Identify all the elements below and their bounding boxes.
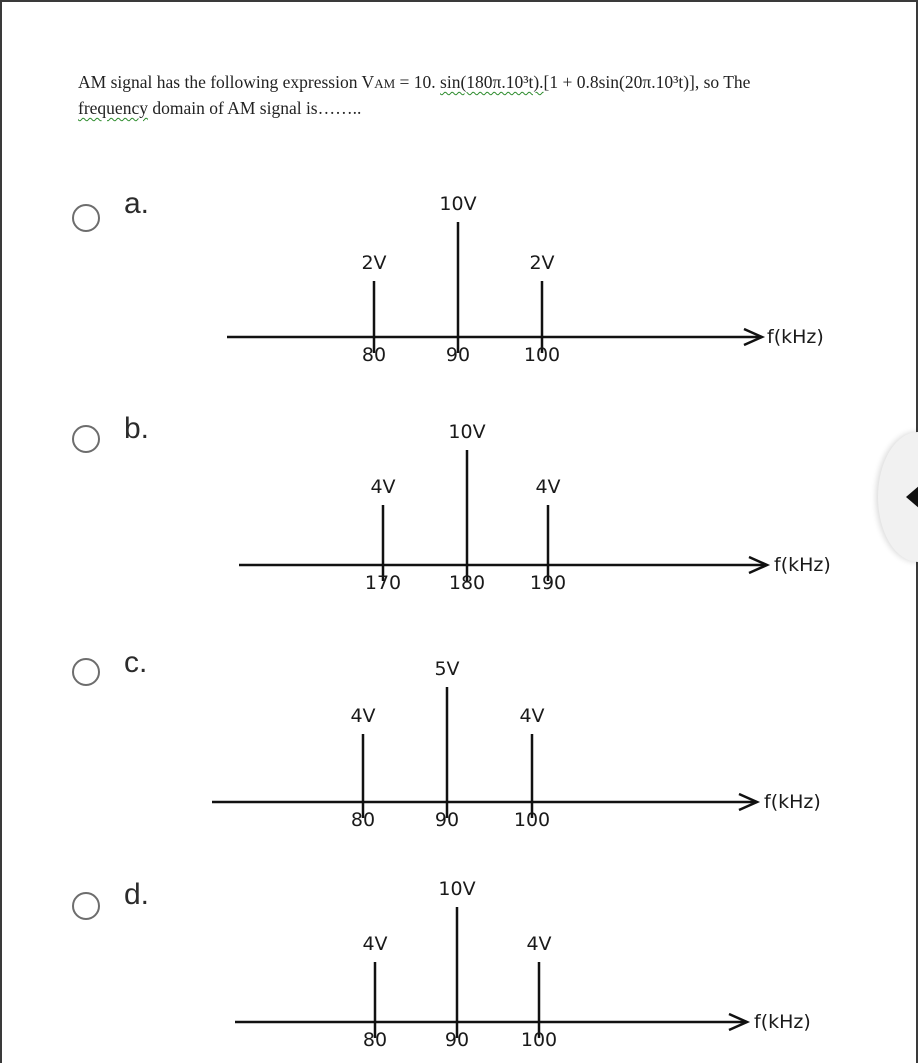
amplitude-label: 4V <box>350 705 376 727</box>
frequency-tick-label: 100 <box>520 1029 558 1051</box>
axis-label: f(kHz) <box>754 1011 811 1033</box>
frequency-tick-label: 100 <box>523 344 561 366</box>
amplitude-label: 4V <box>526 933 552 955</box>
option-a[interactable] <box>2 182 918 402</box>
option-a-spectrum <box>2 182 918 402</box>
option-a-letter: a. <box>124 187 150 220</box>
question-prefix: AM signal has the following expression V <box>78 72 375 92</box>
axis-label: f(kHz) <box>767 326 824 348</box>
question-subscript: AM <box>374 76 396 91</box>
axis-label: f(kHz) <box>774 554 831 576</box>
question-text <box>78 70 878 120</box>
option-c-spectrum <box>2 644 918 864</box>
amplitude-label: 10V <box>439 193 477 215</box>
question-expr-rest: [1 + 0.8sin(20π.10³t)], so The <box>543 72 751 92</box>
amplitude-label: 4V <box>362 933 388 955</box>
option-d-spectrum <box>2 874 918 1063</box>
option-b-letter: b. <box>124 412 150 445</box>
amplitude-label: 2V <box>529 252 555 274</box>
question-expr-underlined: sin(180π.10³t). <box>440 72 544 92</box>
option-c[interactable] <box>2 644 918 864</box>
frequency-tick-label: 170 <box>364 572 402 594</box>
frequency-tick-label: 80 <box>362 1029 388 1051</box>
question-line2-rest: domain of AM signal is…….. <box>147 98 362 118</box>
frequency-tick-label: 90 <box>444 1029 470 1051</box>
amplitude-label: 10V <box>438 878 476 900</box>
frequency-tick-label: 80 <box>361 344 387 366</box>
option-d-letter: d. <box>124 878 150 911</box>
amplitude-label: 4V <box>370 476 396 498</box>
amplitude-label: 4V <box>519 705 545 727</box>
option-b-spectrum <box>2 412 918 632</box>
frequency-tick-label: 190 <box>529 572 567 594</box>
question-line2-underlined: frequency <box>78 98 148 118</box>
amplitude-label: 4V <box>535 476 561 498</box>
option-d[interactable] <box>2 874 918 1063</box>
option-c-letter: c. <box>124 646 148 679</box>
frequency-tick-label: 100 <box>513 809 551 831</box>
axis-label: f(kHz) <box>764 791 821 813</box>
option-b[interactable] <box>2 412 918 632</box>
chevron-left-icon <box>906 485 918 509</box>
amplitude-label: 10V <box>448 421 486 443</box>
amplitude-label: 5V <box>434 658 460 680</box>
question-equals: = 10. <box>395 72 441 92</box>
frequency-tick-label: 80 <box>350 809 376 831</box>
amplitude-label: 2V <box>361 252 387 274</box>
frequency-tick-label: 180 <box>448 572 486 594</box>
frequency-tick-label: 90 <box>445 344 471 366</box>
frequency-tick-label: 90 <box>434 809 460 831</box>
